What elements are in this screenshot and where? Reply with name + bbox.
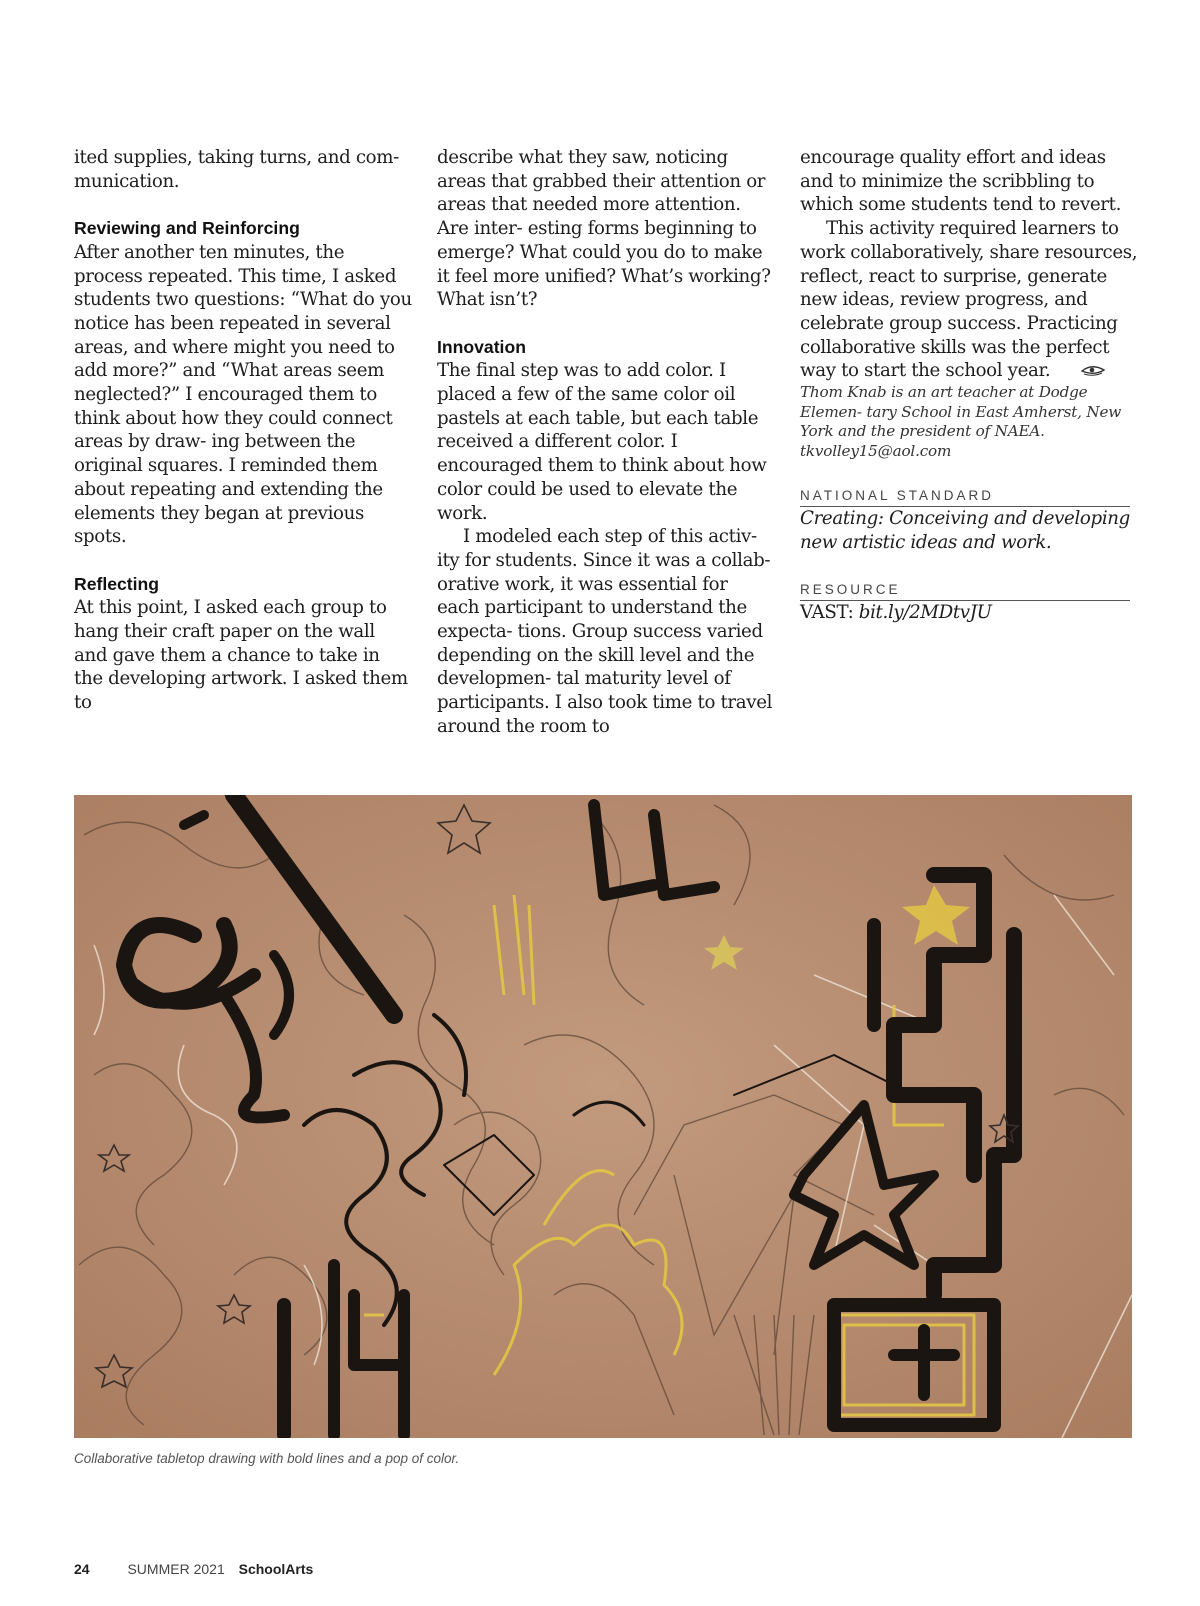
artwork-drawing: [74, 795, 1132, 1438]
page-footer: [74, 1561, 313, 1577]
paragraph: I modeled each step of this activ- ity for students. Since it was a collab- orative work, it was essential for each participant to understand the expecta- tions. Group success varied depending on the skill level and the developmen- tal maturity level of participants. I also took time to travel around the room to: [437, 526, 773, 737]
paragraph: ited supplies, taking turns, and com- munication.: [74, 147, 399, 192]
article-column-2: [437, 146, 775, 739]
national-standard-label: NATIONAL STANDARD: [800, 487, 1130, 507]
article-column-3: [800, 146, 1138, 624]
resource-line: [800, 601, 1138, 625]
paragraph: describe what they saw, noticing areas that grabbed their attention or areas that needed more attention. Are inter- esting forms beginning to emerge? What could you do to make it feel more unified? What’s working? What isn’t?: [437, 147, 771, 311]
section-heading-reflecting: Reflecting: [74, 573, 160, 594]
magazine-name: SchoolArts: [238, 1561, 314, 1577]
resource-link[interactable]: bit.ly/2MDtvJU: [858, 601, 992, 623]
resource-label: RESOURCE: [800, 581, 1130, 601]
paragraph: The final step was to add color. I placed a few of the same color oil pastels at each table, but each table received a different color. I encouraged them to think about how color could be used to elevate the work.: [437, 360, 767, 524]
national-standard-text: Creating: Conceiving and developing new artistic ideas and work.: [800, 508, 1130, 553]
paragraph: At this point, I asked each group to hang their craft paper on the wall and gave them a chance to take in the developing artwork. I asked them to: [74, 597, 408, 714]
paragraph-with-end-mark: [800, 217, 1138, 383]
section-heading-innovation: Innovation: [437, 336, 526, 357]
paragraph-text: This activity required learners to work collaboratively, share resources, reflect, react to surprise, generate new ideas, review progress, and celebrate group success. Practicing collaborative skills was the perfect way to start the school year.: [800, 218, 1138, 382]
issue-date: SUMMER 2021: [127, 1561, 225, 1577]
section-heading-reviewing: Reviewing and Reinforcing: [74, 218, 300, 239]
paragraph: After another ten minutes, the process repeated. This time, I asked students two questions: “What do you notice has been repeated in several areas, and where might you need to add more?” and “What areas seem neglected?” I encouraged them to think about how they could connect areas by draw- ing between the original squares. I reminded them about repeating and extending the elements they began at previous spots.: [74, 241, 412, 548]
end-mark-icon: [1054, 359, 1106, 383]
paragraph: encourage quality effort and ideas and to minimize the scribbling to which some students tend to revert.: [800, 147, 1122, 216]
article-column-1: [74, 146, 412, 715]
artwork-photo: [74, 795, 1132, 1438]
figure-caption: Collaborative tabletop drawing with bold lines and a pop of color.: [74, 1451, 460, 1466]
author-bio: Thom Knab is an art teacher at Dodge Elemen- tary School in East Amherst, New York and the president of NAEA. tkvolley15@aol.com: [800, 383, 1122, 460]
page-number: 24: [74, 1561, 90, 1577]
resource-prefix: VAST:: [800, 601, 854, 623]
